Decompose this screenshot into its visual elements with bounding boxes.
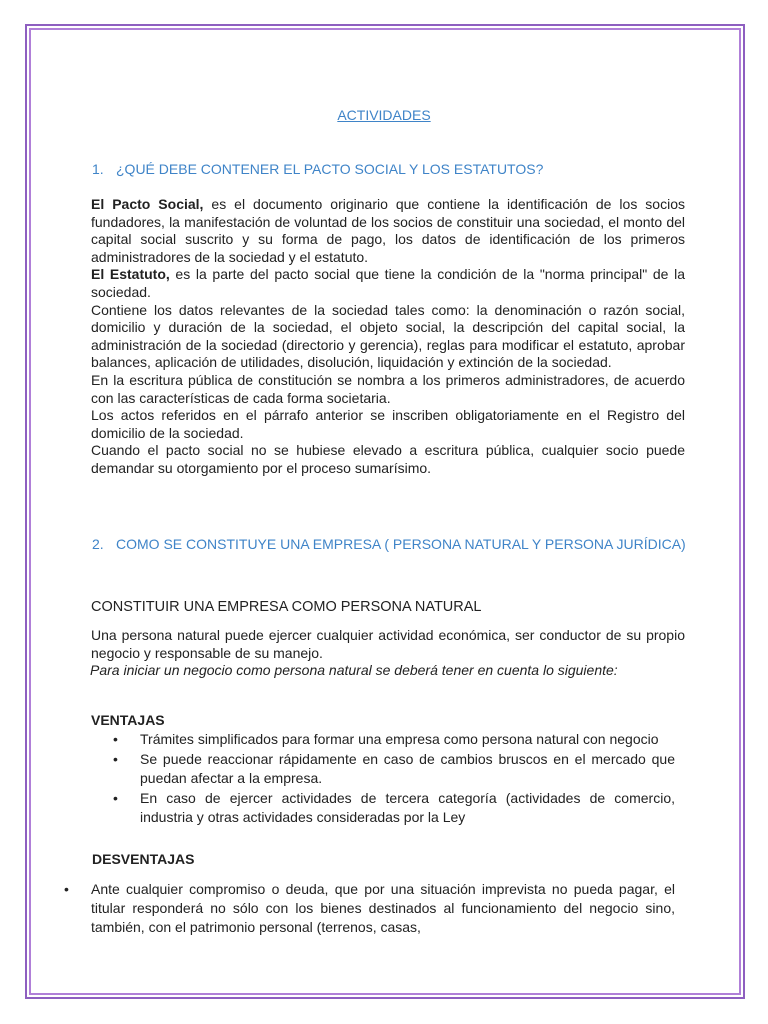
- pacto-social-paragraph: [91, 196, 685, 266]
- estatuto-term: El Estatuto,: [91, 266, 170, 283]
- question-1-body: [91, 196, 685, 478]
- pacto-social-text: es el documento originario que contiene la identificación de los socios fundadores, la manifestación de voluntad de los socios de constituir una sociedad, el monto del capital social suscrito y su forma de pago, los datos de identificación de los primeros administradores de la sociedad y el estatuto.: [91, 196, 685, 265]
- ventajas-item-text: Se puede reaccionar rápidamente en caso de cambios bruscos en el mercado que puedan afectar a la empresa.: [140, 751, 675, 786]
- bullet-icon: •: [64, 881, 69, 897]
- persona-natural-description: [91, 626, 685, 662]
- actos-paragraph: Los actos referidos en el párrafo anterior se inscriben obligatoriamente en el Registro del domicilio de la sociedad.: [91, 407, 685, 441]
- desventajas-list: [64, 880, 675, 938]
- question-2-heading: [92, 535, 686, 554]
- bullet-icon: •: [113, 790, 118, 806]
- bullet-icon: •: [113, 731, 118, 747]
- desventajas-item: [64, 880, 675, 937]
- ventajas-item: [113, 730, 675, 749]
- iniciar-negocio-paragraph: Para iniciar un negocio como persona natural se deberá tener en cuenta lo siguiente:: [90, 662, 618, 678]
- ventajas-heading: VENTAJAS: [91, 712, 165, 728]
- estatuto-paragraph: [91, 266, 685, 301]
- ventajas-list: [113, 730, 675, 828]
- ventajas-item: [113, 750, 675, 788]
- ventajas-item: [113, 789, 675, 827]
- estatuto-text: es la parte del pacto social que tiene la condición de la "norma principal" de la sociedad.: [91, 266, 685, 300]
- question-2-text: COMO SE CONSTITUYE UNA EMPRESA ( PERSONA NATURAL Y PERSONA JURÍDICA): [116, 536, 686, 552]
- question-2-number: 2.: [92, 536, 104, 552]
- pacto-social-term: El Pacto Social,: [91, 196, 204, 212]
- page-title: ACTIVIDADES: [337, 107, 431, 123]
- ventajas-item-text: En caso de ejercer actividades de tercera categoría (actividades de comercio, industria y otras actividades consideradas por la Ley: [140, 790, 675, 825]
- ventajas-item-text: Trámites simplificados para formar una empresa como persona natural con negocio: [140, 731, 659, 747]
- question-1-text: ¿QUÉ DEBE CONTENER EL PACTO SOCIAL Y LOS ESTATUTOS?: [116, 161, 544, 177]
- persona-natural-paragraph: Una persona natural puede ejercer cualquier actividad económica, ser conductor de su propio negocio y responsable de su manejo.: [91, 627, 685, 661]
- bullet-icon: •: [113, 751, 118, 767]
- otorgamiento-paragraph: Cuando el pacto social no se hubiese elevado a escritura pública, cualquier socio puede demandar su otorgamiento por el proceso sumarísimo.: [91, 442, 685, 476]
- question-1-number: 1.: [92, 161, 104, 177]
- contenido-paragraph: Contiene los datos relevantes de la sociedad tales como: la denominación o razón social, domicilio y duración de la sociedad, el objeto social, la descripción del capital social, la administración de la sociedad (directorio y gerencia), reglas para modificar el estatuto, aprobar balances, aplicación de utilidades, disolución, liquidación y extinción de la sociedad.: [91, 301, 685, 371]
- persona-natural-subheading: CONSTITUIR UNA EMPRESA COMO PERSONA NATURAL: [91, 599, 482, 615]
- desventajas-item-text: Ante cualquier compromiso o deuda, que por una situación imprevista no pueda pagar, el titular responderá no sólo con los bienes destinados al funcionamiento del negocio sino, también, con el patrimonio personal (terrenos, casas,: [91, 881, 675, 935]
- escritura-paragraph: En la escritura pública de constitución se nombra a los primeros administradores, de acuerdo con las características de cada forma societaria.: [91, 371, 685, 406]
- desventajas-heading: DESVENTAJAS: [92, 851, 195, 867]
